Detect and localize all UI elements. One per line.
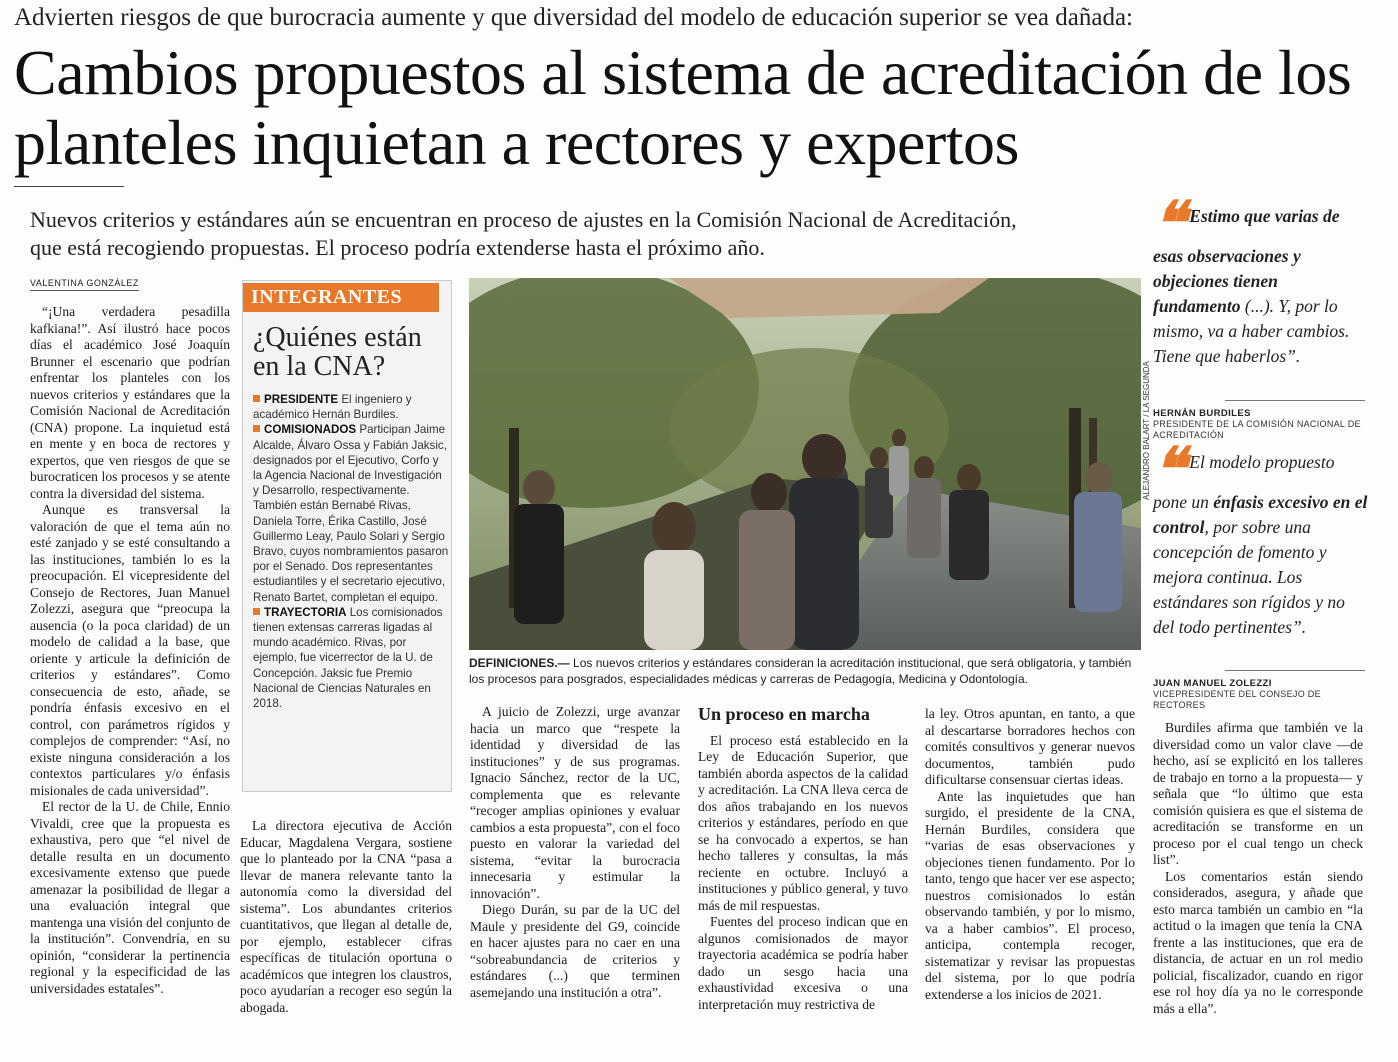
photo-caption (469, 655, 1141, 687)
quote-bold: Estimo que varias de esas observaciones y objeciones tienen fundamento (1153, 206, 1340, 316)
caption-head: DEFINICIONES.— (469, 656, 570, 670)
quote-mark-icon: ❝ (1153, 191, 1186, 257)
paragraph: A juicio de Zolezzi, urge avanzar hacia un marco que “respete la identidad y diversidad de las instituciones” y de sus programas. Ignacio Sánchez, rector de la UC, complementa que es relevante “recoger amplias opiniones y evaluar cambios a esta propuesta”, con el foco puesto en valorar la variedad del sistema, “evitar la burocracia innecesaria y estimular la innovación”. (470, 704, 680, 901)
headline: Cambios propuestos al sistema de acreditación de los planteles inquietan a rectores y expertos (14, 37, 1352, 178)
quote-pre: El modelo propuesto pone un (1153, 452, 1335, 512)
attribution-role: PRESIDENTE DE LA COMISIÓN NACIONAL DE ACREDITACIÓN (1153, 419, 1361, 440)
kicker: Advierten riesgos de que burocracia aumente y que diversidad del modelo de educación superior se vea dañada: (14, 4, 1134, 31)
sidebar-box (242, 280, 452, 792)
sidebar-body (253, 392, 449, 711)
news-photo (469, 278, 1141, 650)
paragraph: la ley. Otros apuntan, en tanto, a que al descartarse borradores hechos con comités consultivos y generar nuevos documentos, también pudo dificultarse consensuar ciertas ideas. (925, 706, 1135, 787)
divider (1225, 400, 1365, 401)
paragraph: Fuentes del proceso indican que en algunos comisionados de mayor trayectoria académica se podría haber dado un sesgo hacia una exhaustividad excesiva o una interpretación muy restrictiva de (698, 914, 908, 1012)
paragraph: Los comentarios están siendo considerados, asegura, y añade que esto marca también un cambio en “la actitud o la imagen que tenía la CNA frente a las instituciones, que era de distancia, de actuar en un rol medio policial, fiscalizador, cuando en rigor ese rol hoy día ya no le corresponde más a ella”. (1153, 868, 1363, 1016)
column-4 (698, 706, 908, 1013)
sidebar-item (253, 605, 449, 711)
pull-quote-2 (1153, 437, 1368, 640)
sidebar-item (253, 422, 449, 604)
attribution-role: VICEPRESIDENTE DEL CONSEJO DE RECTORES (1153, 689, 1321, 710)
quote-rest: , por sobre una concepción de fomento y mejora continua. Los estándares son rígidos y no del todo pertinentes”. (1153, 517, 1345, 637)
paragraph: El proceso está establecido en la Ley de Educación Superior, que también aborda aspectos de la calidad y acreditación. La CNA lleva cerca de dos años trabajando en los nuevos criterios y estándares, período en que se ha convocado a expertos, se han hecho talleres y consultas, la más reciente en octubre. Incluyó a instituciones y público general, y tuvo más de mil respuestas. (698, 732, 908, 913)
column-3 (470, 704, 680, 1001)
pull-quote-1 (1153, 191, 1368, 369)
sidebar-item-text: Participan Jaime Alcalde, Álvaro Ossa y Fabián Jaksic, designados por el Ejecutivo, Corfo y la Agencia Nacional de Investigación y Desarrollo, respectivamente. También están Bernabé Rivas, Daniela Torre, Érika Castillo, José Guillermo Leay, Paulo Solari y Sergio Bravo, cuyos nombramientos pasaron por el Senado. Dos representantes estudiantiles y el secretario ejecutivo, Renato Bartet, completan el equipo. (253, 423, 449, 604)
attribution-name: HERNÁN BURDILES (1153, 408, 1251, 419)
square-bullet-icon (253, 425, 260, 432)
paragraph: La directora ejecutiva de Acción Educar, Magdalena Vergara, sostiene que lo planteado por la CNA “pasa a llevar de manera relevante tanto la autonomía como la diversidad del sistema”. Los abundantes criterios cuantitativos, que llegan al detalle de, por ejemplo, establecer cifras específicas de titulación oportuna o académicos que integren los claustros, poco ayudarían a recoger eso según la abogada. (240, 818, 452, 1015)
column-6 (1153, 720, 1363, 1017)
photo-illustration (469, 278, 1141, 650)
attribution-name: JUAN MANUEL ZOLEZZI (1153, 678, 1272, 689)
quote-attribution-1 (1153, 408, 1368, 441)
square-bullet-icon (253, 395, 260, 402)
divider (14, 186, 124, 187)
caption-text: Los nuevos criterios y estándares consideran la acreditación institucional, que será obligatoria, y también los procesos para posgrados, especialidades médicas y carreras de Pedagogía, Medicina y Odontología. (469, 656, 1132, 686)
quote-bold: énfasis excesivo en el control (1153, 492, 1368, 537)
byline: VALENTINA GONZÁLEZ (30, 278, 139, 291)
quote-attribution-2 (1153, 678, 1368, 711)
paragraph: Diego Durán, su par de la UC del Maule y presidente del G9, coincide en hacer ajustes para no caer en una “sobreabundancia de criterios y estándares (...) que terminen asemejando una institución a otra”. (470, 902, 680, 1000)
column-2 (240, 818, 452, 1016)
divider (1225, 670, 1365, 671)
sidebar-item-head: PRESIDENTE (264, 393, 339, 406)
section-heading: Un proceso en marcha (698, 704, 870, 724)
square-bullet-icon (253, 608, 260, 615)
quote-mark-icon: ❝ (1153, 437, 1186, 503)
sidebar-title: ¿Quiénes están en la CNA? (253, 322, 422, 382)
sidebar-item-text: El ingeniero y académico Hernán Burdiles. (253, 393, 412, 422)
quote-rest: (...). Y, por lo mismo, va a haber cambios. Tiene que haberlos”. (1153, 296, 1350, 366)
column-1 (30, 304, 230, 997)
paragraph: Burdiles afirma que también ve la diversidad como un valor clave —de hecho, así se explicitó en los talleres de trabajo en torno a la propuesta— y señala que “lo último que esta comisión quisiera es que el sistema de acreditación se transforme en un proceso por el cual tengo un check list”. (1153, 720, 1363, 867)
column-5 (925, 706, 1135, 1003)
photo-credit: ALEJANDRO BALART / LA SEGUNDA (1142, 361, 1151, 500)
sidebar-item-head: COMISIONADOS (264, 423, 357, 437)
paragraph: “¡Una verdadera pesadilla kafkiana!”. Así ilustró hace pocos días el académico José Joaquín Brunner el escenario que podrían enfrentar los planteles con los nuevos criterios y estándares que la Comisión Nacional de Acreditación (CNA) propone. La inquietud está en mente y en boca de rectores y expertos, que ven riesgos de que se burocraticen los procesos y se atente contra la diversidad del sistema. (30, 304, 230, 501)
paragraph: Aunque es transversal la valoración de que el tema aún no esté zanjado y se esté consultando a las instituciones, también lo es la preocupación. El vicepresidente del Consejo de Rectores, Juan Manuel Zolezzi, asegura que “preocupa la ausencia (o la poca claridad) de un modelo de calidad a la base, que oriente y articule la definición de criterios y estándares”. Como consecuencia de esto, añade, se pondría énfasis excesivo en el control, con parámetros rígidos y complejos de comprender: “Así, no existe ninguna consideración a los contextos particulares y/o énfasis misionales de cada universidad”. (30, 502, 230, 798)
sidebar-tag: INTEGRANTES (243, 283, 439, 312)
sidebar-item (253, 392, 449, 422)
deck: Nuevos criterios y estándares aún se encuentran en proceso de ajustes en la Comisión Nacional de Acreditación, que está recogiendo propuestas. El proceso podría extenderse hasta el próximo año. (30, 207, 1017, 260)
paragraph: El rector de la U. de Chile, Ennio Vivaldi, cree que la propuesta es exhaustiva, pero que “el nivel de detalle resulta en un documento excesivamente extenso que puede amenazar la posibilidad de llegar a una evaluación integral que mantenga una visión del conjunto de la institución”. Convendría, en su opinión, “considerar la pertinencia regional y la especificidad de las universidades estatales”. (30, 799, 230, 996)
sidebar-item-head: TRAYECTORIA (264, 605, 347, 619)
paragraph: Ante las inquietudes que han surgido, el presidente de la CNA, Hernán Burdiles, considera que “varias de esas observaciones y objeciones tienen fundamento. Por lo tanto, tengo que hacer ver ese aspecto; nuestros comisionados lo están observando también, y por lo mismo, va a haber cambios”. El proceso, anticipa, contempla recoger, sistematizar y revisar las propuestas del sistema, por lo que podría extenderse a los inicios de 2021. (925, 788, 1135, 1002)
sidebar-item-text: Los comisionados tienen extensas carreras ligadas al mundo académico. Rivas, por ejemplo, fue vicerrector de la U. de Concepción. Jaksic fue Premio Nacional de Ciencias Naturales en 2018. (253, 605, 443, 711)
